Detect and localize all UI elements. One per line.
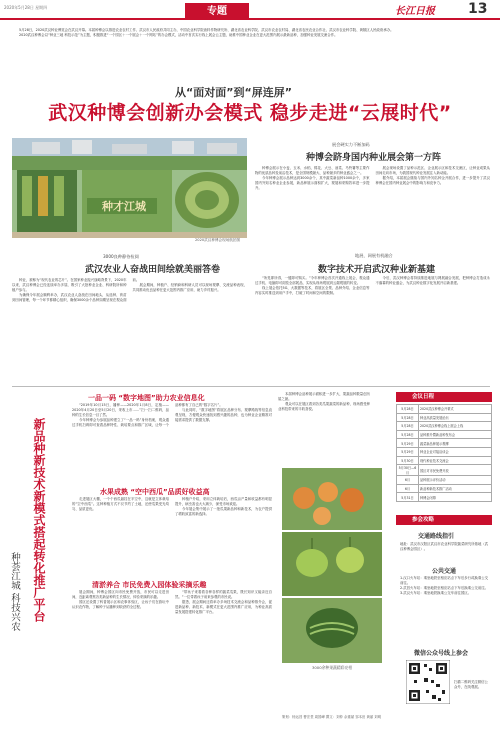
traffic-address: 地址：武汉市汉阳区武汉市农业科学院蔬菜研究所基地（武汉种博会园区）。 [400,542,489,551]
aerial-photo [12,138,247,238]
table-row [397,413,492,422]
header-rule [0,18,500,20]
schedule-event: 2020武汉种博会开幕式 [419,405,492,414]
story2-title: 数字技术开启武汉种业新基建 [318,265,436,275]
schedule-event: 种业企业对接洽谈会 [419,447,492,456]
fruit-photo-collage [282,468,382,663]
schedule-event: 蔬菜新品种展示观摩 [419,439,492,448]
feature-subhead: 清淤养合 市民免费入园体验采摘乐趣 [92,581,207,589]
table-row [397,439,492,448]
schedule-event: 种博会闭幕 [419,493,492,502]
feature-vertical-title: 新品种新技术新模式搭起转化推广平台 [32,418,46,622]
traffic-heading: 交通路线指引 [418,533,455,540]
lede-text [12,28,490,80]
table-row [397,484,492,493]
feature-section-body [72,403,272,483]
table-row [397,465,492,476]
page-header [0,0,500,26]
story3-paragraph: 为确保今年展会顺利举办，武汉农业人奋战在田间地头，从选种、育苗到田间管理，每一个环节都精心组织，确保3000余个品种如期呈现在观众面前。 [12,278,140,302]
schedule-date: 5月31日 [397,493,419,502]
section-divider [12,386,490,387]
table-row [397,447,492,456]
list-item: 3.武汉火车站：乘坐地铁换乘公交车前往园区。 [400,591,472,595]
feature-paragraph: 今年展会集中展示了一批瓜果新品种和新技术，为农户提供了增收致富的新选择。 [175,507,272,516]
story3-kicker: 3000良种静待检阅 [103,254,139,259]
feature-paragraph: 据悉，展会期间还将举办多场技术交流会和品种推介会，促进新品种、新技术、新模式在更大范围内推广应用，为种业高质量发展搭建转化推广平台。 [175,600,272,614]
schedule-date: 5月28日 [397,422,419,431]
feature-paragraph: 园区还设置了科普展示区和农事体验区，让孩子们在游玩中认识农作物，了解种子从播种到收获的全过程。 [72,600,169,609]
main-headline: 武汉种博会创新办会模式 稳步走进“云展时代” [48,102,452,124]
credits-line: 策划：杨运昌 曹宏堂 周国峰 撰文：刘仲 余重斌 邹本田 黄丽 刘明 [282,715,382,719]
feature-subhead: 一品一码 “数字地图”助力农业信息化 [88,394,205,402]
schedule-title: 会议日程 [396,392,492,402]
story1-kicker: 展会硬实力不断加码 [332,142,370,147]
schedule-event: 2020武汉种博会线上展会上线 [419,422,492,431]
schedule-table [396,404,492,502]
schedule-date: 5月30日—6月 [397,465,419,476]
story3-body [12,278,247,382]
schedule-event: 品种推介暨新品种发布会 [419,430,492,439]
photo-caption: 2020武汉种博会现场航拍图 [195,238,241,242]
story2-paragraph: 线上展会依托5G、大数据等技术，将展区全景、品种介绍、企业信息等内容实时推送到用户手中，打破了时间和空间的限制。 [255,286,370,295]
feature-vertical-subtitle: 种荟江城 科技兴农 [9,552,20,632]
schedule-date: 5月30日 [397,456,419,465]
headline-kicker: 从“面对面”到“屏连屏” [175,86,292,99]
story2-paragraph: “所见即所得，一键即可购买。”今年种博会首次开通线上展会，观众通过手机、电脑即可浏览全部展品，实现从现场观展到云端观展的转变。 [255,276,370,285]
feature-section-body [72,497,272,577]
feature-paragraph: 种植户介绍，采用立体栽培后，西瓜亩产量和收益都有明显提升，病虫害也大大减少，深受市场欢迎。 [175,497,272,506]
schedule-event: 现代种业技术交流会 [419,456,492,465]
schedule-date: 6月 [397,484,419,493]
section-tab: 专题 [185,3,249,20]
story1-title: 种博会跻身国内种业展会第一方阵 [306,153,442,163]
feature-paragraph: 今年种博会为参展品种建立了“一品一码”身份档案，观众通过手机扫码即可查看品种特性、栽培要点和推广区域，让每一个品种都有了自己的“数字名片”。 [72,403,223,427]
story1-paragraph: 今年种博会展示品种达到3000余个，其中蔬菜新品种1000余个，多家国内外知名种业企业参展，新品种展示面积扩大，观展和采购效率进一步提升。 [255,176,370,190]
story3-paragraph: 种业，被称为“现代农业的芯片”。在国家种业振兴战略背景下，2020年以来，武汉种博会已经连续举办多届，吸引了大批种业企业、科研院所和种植户参与。 [12,278,127,292]
list-item: 1.汉口火车站：乘坐地铁至相应站点下车后步行或换乘公交前往。 [400,576,488,585]
middle-paragraph: 本届种博会品种展示面积进一步扩大，果蔬品种数量创历届之最。 [278,392,370,401]
transit-heading: 公共交通 [432,568,457,575]
schedule-date: 6月 [397,476,419,485]
schedule-event: 新品种新技术推广活动 [419,484,492,493]
story1-paragraph: 展会现场设置了品种示范区、企业展示区和技术交流区，让种业成果从田间走向市场，为我国现代种业发展注入新动能。 [375,166,490,175]
table-row [397,422,492,431]
feature-paragraph: 展会期间，种博会园区向市民免费开放，市民可以走进田间，近距离观察各类新品种的生长情况，体验采摘的乐趣。 [72,590,169,599]
schedule-event: 品种展示评价活动 [419,476,492,485]
table-row [397,476,492,485]
schedule-date: 5月29日 [397,447,419,456]
table-row [397,493,492,502]
schedule-event: 园区对市民免费开放 [419,465,492,476]
qr-caption: 扫描二维码关注微信公众号，在线观展。 [454,680,488,689]
table-row [397,430,492,439]
schedule-date: 5月29日 [397,439,419,448]
middle-column-text [278,392,370,462]
qr-code-icon[interactable] [406,660,450,704]
wechat-heading: 微信公众号线上参会 [414,650,469,657]
story1-paragraph: 据介绍，本届展会继续与国内外知名种企开展合作，进一步提升了武汉种博会在国内种业展会中的影响力和竞争力。 [375,176,490,185]
story2-paragraph: 今后，武汉种博会将持续推进地展与网展融合发展，把种博会打造成永不落幕的种业盛会，为武汉种业数字化发展开启新基建。 [375,276,490,285]
feature-section-body [72,590,272,720]
story2-kicker: 地展、网展有机融合 [355,253,393,258]
list-item: 2.武昌火车站：乘坐地铁至相应站点下车后换乘公交前往。 [400,586,488,590]
masthead: 长江日报 [395,6,435,17]
schedule-event: 种业高质量发展论坛 [419,413,492,422]
story1-paragraph: 种博会展示在小麦、玉米、水稻、棉花、大豆、油菜、马铃薯等主要作物的优质品种及前沿技术，是全国规模最大、品种最多的种业盛会之一。 [255,166,370,175]
lede-paragraph: 5月28日，2020武汉种业博览会在武汉开幕。本届种博会以推进农业农村工作、武汉市人民政府共同主办，中国农业科学院油料作物研究所、湖北省农业科学院、武汉市农业农村局、湖北省农民农业合作社、武汉市农业科学院、黄陂区人民政府承办。 [19,28,394,32]
field-sign-text: 种才江城 [102,200,146,213]
feature-paragraph: 走进展区大棚，一个个西瓜悬挂在半空中，这就是立体栽培的“空中西瓜”。这种种植方式不仅节约了土地，还使瓜果受光均匀、品质更优。 [72,497,169,511]
feature-paragraph: “带孩子来看看各种各样的蔬菜瓜果，既长知识又能亲近自然。”一位带着孩子前来参观的市民说。 [175,590,272,599]
story2-body [255,276,490,380]
feature-paragraph: 与此同时，“数字地图”将展区品种分布、观摩路线等信息直观呈现，方便观众快速找到感兴趣的品种，也为种业企业精准对接需求提供了数据支撑。 [175,408,272,422]
middle-paragraph: 观众可以在展区看到各类瓜果蔬菜的新品种，现场感受种业科技带来的丰收喜悦。 [278,402,370,411]
issue-date: 2020年5月28日 星期四 [4,5,48,10]
feature-subhead: 水果成熟 “空中西瓜”品质好收益高 [100,488,210,496]
story3-paragraph: 展会期间，种植户、经销商和科研人员可以现场观摩、交流品种表现，共同推动优良品种在更大范围内推广应用，助力乡村振兴。 [132,283,247,292]
story1-body [255,166,490,252]
fruit-photo-caption: 3000余种果蔬精彩亮相 [311,665,353,670]
transit-list [400,576,490,646]
schedule-date: 5月28日 [397,413,419,422]
schedule-date: 5月28日 [397,405,419,414]
table-row [397,405,492,414]
guide-title: 参会攻略 [396,515,492,525]
story3-title: 武汉农业人奋战田间绘就美丽答卷 [85,265,221,275]
table-row [397,456,492,465]
page-number: 13 [468,1,488,17]
lede-paragraph: 2020武汉种博会以“种业三地 科技示范”为主题，积极推进“一个园区＋一个展会＋一个网站”的办会模式，活动中首次实行线上展会云主题，助推中国种业企业在更大范围内展示最新品种，加强种业发展交流合作。 [19,33,338,37]
schedule-date: 5月28日 [397,430,419,439]
feature-paragraph: “2019年10月15日，播种——2020年1月8日，定植——2020年4月20日至5月20日，采收上市……”扫一扫二维码，品种的生长信息一目了然。 [72,403,169,417]
